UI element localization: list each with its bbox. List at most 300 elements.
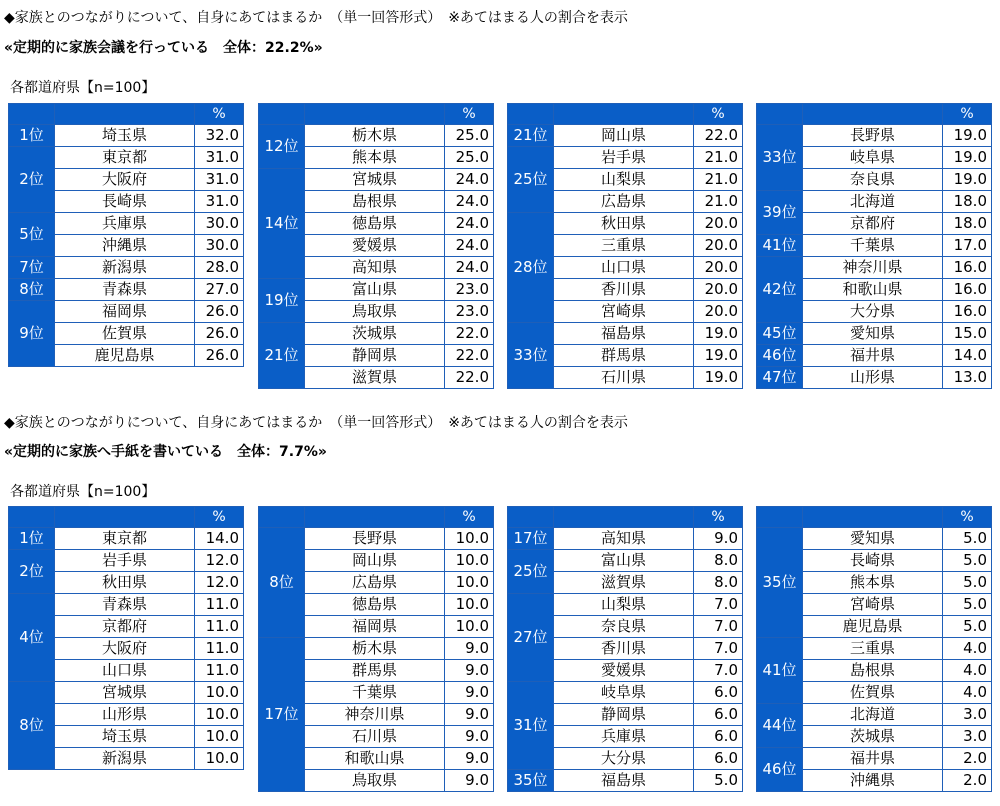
table-row <box>9 301 244 323</box>
percent-value-cell: 20.0 <box>694 257 743 279</box>
percent-value-cell: 10.0 <box>445 572 494 594</box>
prefecture-cell: 沖縄県 <box>803 770 943 792</box>
percent-value-cell: 19.0 <box>694 367 743 389</box>
table-row <box>508 550 743 572</box>
ranking-table <box>507 103 743 389</box>
table-row <box>259 169 494 191</box>
percent-value-cell: 10.0 <box>195 704 244 726</box>
percent-value-cell: 8.0 <box>694 572 743 594</box>
section2-subheading: «定期的に家族へ手紙を書いている 全体：7.7%» <box>4 444 327 460</box>
prefecture-cell: 青森県 <box>55 594 195 616</box>
table-row <box>259 638 494 660</box>
blank-header-cell <box>757 507 803 528</box>
table-row <box>9 213 244 235</box>
percent-value-cell: 30.0 <box>195 213 244 235</box>
percent-value-cell: 32.0 <box>195 125 244 147</box>
prefecture-cell: 鳥取県 <box>305 770 445 792</box>
rank-cell: 8位 <box>9 279 55 301</box>
percent-value-cell: 20.0 <box>694 279 743 301</box>
percent-value-cell: 3.0 <box>943 704 992 726</box>
table-row <box>757 367 992 389</box>
table-row <box>757 704 992 726</box>
percent-value-cell: 10.0 <box>445 616 494 638</box>
percent-value-cell: 6.0 <box>694 726 743 748</box>
prefecture-cell: 三重県 <box>803 638 943 660</box>
prefecture-cell: 山形県 <box>55 704 195 726</box>
prefecture-cell: 滋賀県 <box>554 572 694 594</box>
percent-value-cell: 9.0 <box>445 660 494 682</box>
percent-value-cell: 16.0 <box>943 301 992 323</box>
rank-cell: 46位 <box>757 748 803 792</box>
prefecture-cell: 岩手県 <box>55 550 195 572</box>
percent-header: % <box>943 104 992 125</box>
rank-cell: 14位 <box>259 169 305 279</box>
percent-value-cell: 7.0 <box>694 638 743 660</box>
prefecture-cell: 山梨県 <box>554 169 694 191</box>
table-row <box>259 323 494 345</box>
percent-value-cell: 4.0 <box>943 682 992 704</box>
table-row <box>757 528 992 550</box>
prefecture-cell: 埼玉県 <box>55 125 195 147</box>
prefecture-cell: 岐阜県 <box>554 682 694 704</box>
blank-header-cell <box>554 104 694 125</box>
rank-cell: 39位 <box>757 191 803 235</box>
table-row <box>259 279 494 301</box>
prefecture-cell: 宮崎県 <box>554 301 694 323</box>
rank-cell: 33位 <box>757 125 803 191</box>
percent-value-cell: 10.0 <box>195 748 244 770</box>
prefecture-cell: 香川県 <box>554 279 694 301</box>
percent-value-cell: 22.0 <box>445 345 494 367</box>
prefecture-cell: 岩手県 <box>554 147 694 169</box>
prefecture-cell: 兵庫県 <box>55 213 195 235</box>
prefecture-cell: 石川県 <box>554 367 694 389</box>
section2-sample-size: 各都道府県【n=100】 <box>10 484 156 500</box>
table-row <box>757 323 992 345</box>
percent-value-cell: 31.0 <box>195 147 244 169</box>
percent-value-cell: 22.0 <box>694 125 743 147</box>
table-row <box>508 323 743 345</box>
rank-cell: 7位 <box>9 257 55 279</box>
rank-cell: 46位 <box>757 345 803 367</box>
prefecture-cell: 埼玉県 <box>55 726 195 748</box>
percent-value-cell: 9.0 <box>445 704 494 726</box>
percent-value-cell: 21.0 <box>694 147 743 169</box>
rank-cell: 47位 <box>757 367 803 389</box>
ranking-table <box>507 506 743 792</box>
section2-heading: ◆家族とのつながりについて、自身にあてはまるか （単一回答形式） ※あてはまる人の割合を表示 <box>4 415 628 431</box>
ranking-table <box>8 103 244 367</box>
percent-value-cell: 2.0 <box>943 770 992 792</box>
table-row <box>9 682 244 704</box>
prefecture-cell: 神奈川県 <box>803 257 943 279</box>
percent-value-cell: 13.0 <box>943 367 992 389</box>
prefecture-cell: 千葉県 <box>305 682 445 704</box>
percent-value-cell: 14.0 <box>943 345 992 367</box>
percent-header: % <box>195 104 244 125</box>
percent-value-cell: 2.0 <box>943 748 992 770</box>
percent-value-cell: 6.0 <box>694 748 743 770</box>
table-row <box>508 594 743 616</box>
percent-value-cell: 8.0 <box>694 550 743 572</box>
percent-value-cell: 23.0 <box>445 279 494 301</box>
percent-value-cell: 9.0 <box>694 528 743 550</box>
rank-cell: 41位 <box>757 638 803 704</box>
percent-value-cell: 9.0 <box>445 748 494 770</box>
prefecture-cell: 熊本県 <box>803 572 943 594</box>
table-row <box>259 125 494 147</box>
prefecture-cell: 沖縄県 <box>55 235 195 257</box>
percent-value-cell: 10.0 <box>445 528 494 550</box>
percent-value-cell: 3.0 <box>943 726 992 748</box>
prefecture-cell: 新潟県 <box>55 257 195 279</box>
table-row <box>508 682 743 704</box>
percent-value-cell: 25.0 <box>445 125 494 147</box>
table-header-row <box>259 507 494 528</box>
blank-header-cell <box>803 507 943 528</box>
prefecture-cell: 神奈川県 <box>305 704 445 726</box>
percent-value-cell: 10.0 <box>445 550 494 572</box>
prefecture-cell: 香川県 <box>554 638 694 660</box>
percent-header: % <box>943 507 992 528</box>
percent-value-cell: 20.0 <box>694 301 743 323</box>
rank-cell: 25位 <box>508 550 554 594</box>
percent-value-cell: 5.0 <box>943 528 992 550</box>
table-row <box>757 125 992 147</box>
blank-header-cell <box>259 507 305 528</box>
rank-cell: 9位 <box>9 301 55 367</box>
table-row <box>9 279 244 301</box>
prefecture-cell: 福岡県 <box>55 301 195 323</box>
percent-value-cell: 19.0 <box>943 147 992 169</box>
table-row <box>9 257 244 279</box>
rank-cell: 35位 <box>508 770 554 792</box>
prefecture-cell: 福島県 <box>554 323 694 345</box>
table-row <box>259 528 494 550</box>
percent-value-cell: 27.0 <box>195 279 244 301</box>
prefecture-cell: 長崎県 <box>55 191 195 213</box>
prefecture-cell: 熊本県 <box>305 147 445 169</box>
table-row <box>757 191 992 213</box>
prefecture-cell: 静岡県 <box>554 704 694 726</box>
prefecture-cell: 奈良県 <box>554 616 694 638</box>
rank-cell: 42位 <box>757 257 803 323</box>
percent-value-cell: 28.0 <box>195 257 244 279</box>
table-row <box>508 770 743 792</box>
prefecture-cell: 群馬県 <box>305 660 445 682</box>
prefecture-cell: 山口県 <box>55 660 195 682</box>
prefecture-cell: 福島県 <box>554 770 694 792</box>
prefecture-cell: 山口県 <box>554 257 694 279</box>
table-row <box>9 147 244 169</box>
prefecture-cell: 北海道 <box>803 191 943 213</box>
prefecture-cell: 長野県 <box>305 528 445 550</box>
table-header-row <box>9 104 244 125</box>
prefecture-cell: 大分県 <box>554 748 694 770</box>
prefecture-cell: 岡山県 <box>305 550 445 572</box>
prefecture-cell: 栃木県 <box>305 125 445 147</box>
prefecture-cell: 鳥取県 <box>305 301 445 323</box>
rank-cell: 21位 <box>508 125 554 147</box>
percent-value-cell: 4.0 <box>943 660 992 682</box>
percent-header: % <box>694 507 743 528</box>
prefecture-cell: 佐賀県 <box>55 323 195 345</box>
table-row <box>508 213 743 235</box>
table-row <box>757 235 992 257</box>
ranking-table <box>756 103 992 389</box>
prefecture-cell: 富山県 <box>305 279 445 301</box>
percent-value-cell: 21.0 <box>694 191 743 213</box>
rank-cell: 27位 <box>508 594 554 682</box>
percent-value-cell: 19.0 <box>943 169 992 191</box>
prefecture-cell: 鹿児島県 <box>803 616 943 638</box>
prefecture-cell: 富山県 <box>554 550 694 572</box>
prefecture-cell: 山形県 <box>803 367 943 389</box>
rank-cell: 17位 <box>259 638 305 792</box>
prefecture-cell: 愛媛県 <box>305 235 445 257</box>
prefecture-cell: 新潟県 <box>55 748 195 770</box>
prefecture-cell: 岐阜県 <box>803 147 943 169</box>
percent-value-cell: 16.0 <box>943 279 992 301</box>
percent-value-cell: 20.0 <box>694 213 743 235</box>
table-row <box>508 528 743 550</box>
percent-value-cell: 7.0 <box>694 594 743 616</box>
rank-cell: 17位 <box>508 528 554 550</box>
prefecture-cell: 長崎県 <box>803 550 943 572</box>
prefecture-cell: 福井県 <box>803 748 943 770</box>
percent-value-cell: 5.0 <box>943 594 992 616</box>
blank-header-cell <box>9 507 55 528</box>
blank-header-cell <box>554 507 694 528</box>
prefecture-cell: 東京都 <box>55 147 195 169</box>
prefecture-cell: 和歌山県 <box>305 748 445 770</box>
table-row <box>508 125 743 147</box>
percent-value-cell: 4.0 <box>943 638 992 660</box>
table-row <box>757 748 992 770</box>
prefecture-cell: 宮城県 <box>305 169 445 191</box>
prefecture-cell: 大阪府 <box>55 169 195 191</box>
percent-value-cell: 12.0 <box>195 572 244 594</box>
rank-cell: 2位 <box>9 550 55 594</box>
percent-value-cell: 11.0 <box>195 616 244 638</box>
prefecture-cell: 宮城県 <box>55 682 195 704</box>
table-row <box>9 594 244 616</box>
percent-value-cell: 10.0 <box>445 594 494 616</box>
prefecture-cell: 広島県 <box>554 191 694 213</box>
ranking-table <box>8 506 244 770</box>
table-row <box>9 550 244 572</box>
prefecture-cell: 岡山県 <box>554 125 694 147</box>
percent-header: % <box>445 507 494 528</box>
rank-cell: 4位 <box>9 594 55 682</box>
rank-cell: 1位 <box>9 125 55 147</box>
table-header-row <box>757 104 992 125</box>
percent-value-cell: 6.0 <box>694 682 743 704</box>
percent-header: % <box>195 507 244 528</box>
prefecture-cell: 高知県 <box>554 528 694 550</box>
percent-value-cell: 11.0 <box>195 638 244 660</box>
percent-header: % <box>694 104 743 125</box>
prefecture-cell: 佐賀県 <box>803 682 943 704</box>
prefecture-cell: 千葉県 <box>803 235 943 257</box>
table-row <box>508 147 743 169</box>
rank-cell: 5位 <box>9 213 55 257</box>
table-header-row <box>508 104 743 125</box>
blank-header-cell <box>508 507 554 528</box>
rank-cell: 25位 <box>508 147 554 213</box>
percent-value-cell: 7.0 <box>694 660 743 682</box>
prefecture-cell: 静岡県 <box>305 345 445 367</box>
prefecture-cell: 長野県 <box>803 125 943 147</box>
percent-value-cell: 5.0 <box>943 616 992 638</box>
blank-header-cell <box>9 104 55 125</box>
percent-value-cell: 24.0 <box>445 235 494 257</box>
prefecture-cell: 高知県 <box>305 257 445 279</box>
prefecture-cell: 秋田県 <box>55 572 195 594</box>
rank-cell: 28位 <box>508 213 554 323</box>
prefecture-cell: 茨城県 <box>305 323 445 345</box>
prefecture-cell: 京都府 <box>55 616 195 638</box>
prefecture-cell: 福岡県 <box>305 616 445 638</box>
rank-cell: 19位 <box>259 279 305 323</box>
percent-value-cell: 22.0 <box>445 367 494 389</box>
percent-value-cell: 12.0 <box>195 550 244 572</box>
prefecture-cell: 大分県 <box>803 301 943 323</box>
prefecture-cell: 東京都 <box>55 528 195 550</box>
prefecture-cell: 福井県 <box>803 345 943 367</box>
prefecture-cell: 石川県 <box>305 726 445 748</box>
blank-header-cell <box>305 507 445 528</box>
table-row <box>9 528 244 550</box>
percent-value-cell: 30.0 <box>195 235 244 257</box>
prefecture-cell: 鹿児島県 <box>55 345 195 367</box>
percent-header: % <box>445 104 494 125</box>
percent-value-cell: 19.0 <box>694 323 743 345</box>
prefecture-cell: 滋賀県 <box>305 367 445 389</box>
percent-value-cell: 18.0 <box>943 191 992 213</box>
prefecture-cell: 山梨県 <box>554 594 694 616</box>
percent-value-cell: 6.0 <box>694 704 743 726</box>
rank-cell: 1位 <box>9 528 55 550</box>
blank-header-cell <box>803 104 943 125</box>
percent-value-cell: 25.0 <box>445 147 494 169</box>
blank-header-cell <box>305 104 445 125</box>
percent-value-cell: 5.0 <box>694 770 743 792</box>
ranking-table <box>258 506 494 792</box>
prefecture-cell: 青森県 <box>55 279 195 301</box>
percent-value-cell: 24.0 <box>445 169 494 191</box>
percent-value-cell: 7.0 <box>694 616 743 638</box>
percent-value-cell: 31.0 <box>195 169 244 191</box>
table-header-row <box>757 507 992 528</box>
prefecture-cell: 愛知県 <box>803 528 943 550</box>
prefecture-cell: 愛知県 <box>803 323 943 345</box>
rank-cell: 35位 <box>757 528 803 638</box>
prefecture-cell: 兵庫県 <box>554 726 694 748</box>
blank-header-cell <box>508 104 554 125</box>
percent-value-cell: 9.0 <box>445 682 494 704</box>
rank-cell: 8位 <box>259 528 305 638</box>
percent-value-cell: 5.0 <box>943 550 992 572</box>
prefecture-cell: 和歌山県 <box>803 279 943 301</box>
percent-value-cell: 26.0 <box>195 323 244 345</box>
section1-sample-size: 各都道府県【n=100】 <box>10 80 156 96</box>
prefecture-cell: 徳島県 <box>305 594 445 616</box>
percent-value-cell: 18.0 <box>943 213 992 235</box>
percent-value-cell: 23.0 <box>445 301 494 323</box>
percent-value-cell: 16.0 <box>943 257 992 279</box>
blank-header-cell <box>55 104 195 125</box>
prefecture-cell: 三重県 <box>554 235 694 257</box>
prefecture-cell: 奈良県 <box>803 169 943 191</box>
percent-value-cell: 17.0 <box>943 235 992 257</box>
prefecture-cell: 北海道 <box>803 704 943 726</box>
percent-value-cell: 9.0 <box>445 770 494 792</box>
percent-value-cell: 26.0 <box>195 301 244 323</box>
table-row <box>9 125 244 147</box>
percent-value-cell: 24.0 <box>445 191 494 213</box>
percent-value-cell: 14.0 <box>195 528 244 550</box>
percent-value-cell: 20.0 <box>694 235 743 257</box>
rank-cell: 2位 <box>9 147 55 213</box>
prefecture-cell: 島根県 <box>305 191 445 213</box>
prefecture-cell: 徳島県 <box>305 213 445 235</box>
ranking-table <box>258 103 494 389</box>
table-row <box>757 638 992 660</box>
prefecture-cell: 京都府 <box>803 213 943 235</box>
percent-value-cell: 11.0 <box>195 594 244 616</box>
prefecture-cell: 島根県 <box>803 660 943 682</box>
prefecture-cell: 秋田県 <box>554 213 694 235</box>
prefecture-cell: 茨城県 <box>803 726 943 748</box>
rank-cell: 8位 <box>9 682 55 770</box>
rank-cell: 31位 <box>508 682 554 770</box>
prefecture-cell: 宮崎県 <box>803 594 943 616</box>
prefecture-cell: 栃木県 <box>305 638 445 660</box>
percent-value-cell: 5.0 <box>943 572 992 594</box>
table-header-row <box>9 507 244 528</box>
percent-value-cell: 10.0 <box>195 682 244 704</box>
table-row <box>757 257 992 279</box>
percent-value-cell: 19.0 <box>943 125 992 147</box>
table-row <box>757 345 992 367</box>
blank-header-cell <box>259 104 305 125</box>
percent-value-cell: 10.0 <box>195 726 244 748</box>
section1-subheading: «定期的に家族会議を行っている 全体：22.2%» <box>4 40 323 56</box>
rank-cell: 33位 <box>508 323 554 389</box>
prefecture-cell: 大阪府 <box>55 638 195 660</box>
percent-value-cell: 31.0 <box>195 191 244 213</box>
rank-cell: 21位 <box>259 323 305 389</box>
blank-header-cell <box>757 104 803 125</box>
percent-value-cell: 22.0 <box>445 323 494 345</box>
ranking-table <box>756 506 992 792</box>
percent-value-cell: 9.0 <box>445 726 494 748</box>
percent-value-cell: 11.0 <box>195 660 244 682</box>
table-header-row <box>508 507 743 528</box>
percent-value-cell: 24.0 <box>445 213 494 235</box>
blank-header-cell <box>55 507 195 528</box>
table-header-row <box>259 104 494 125</box>
rank-cell: 12位 <box>259 125 305 169</box>
percent-value-cell: 19.0 <box>694 345 743 367</box>
percent-value-cell: 21.0 <box>694 169 743 191</box>
rank-cell: 41位 <box>757 235 803 257</box>
rank-cell: 44位 <box>757 704 803 748</box>
percent-value-cell: 26.0 <box>195 345 244 367</box>
prefecture-cell: 広島県 <box>305 572 445 594</box>
prefecture-cell: 群馬県 <box>554 345 694 367</box>
